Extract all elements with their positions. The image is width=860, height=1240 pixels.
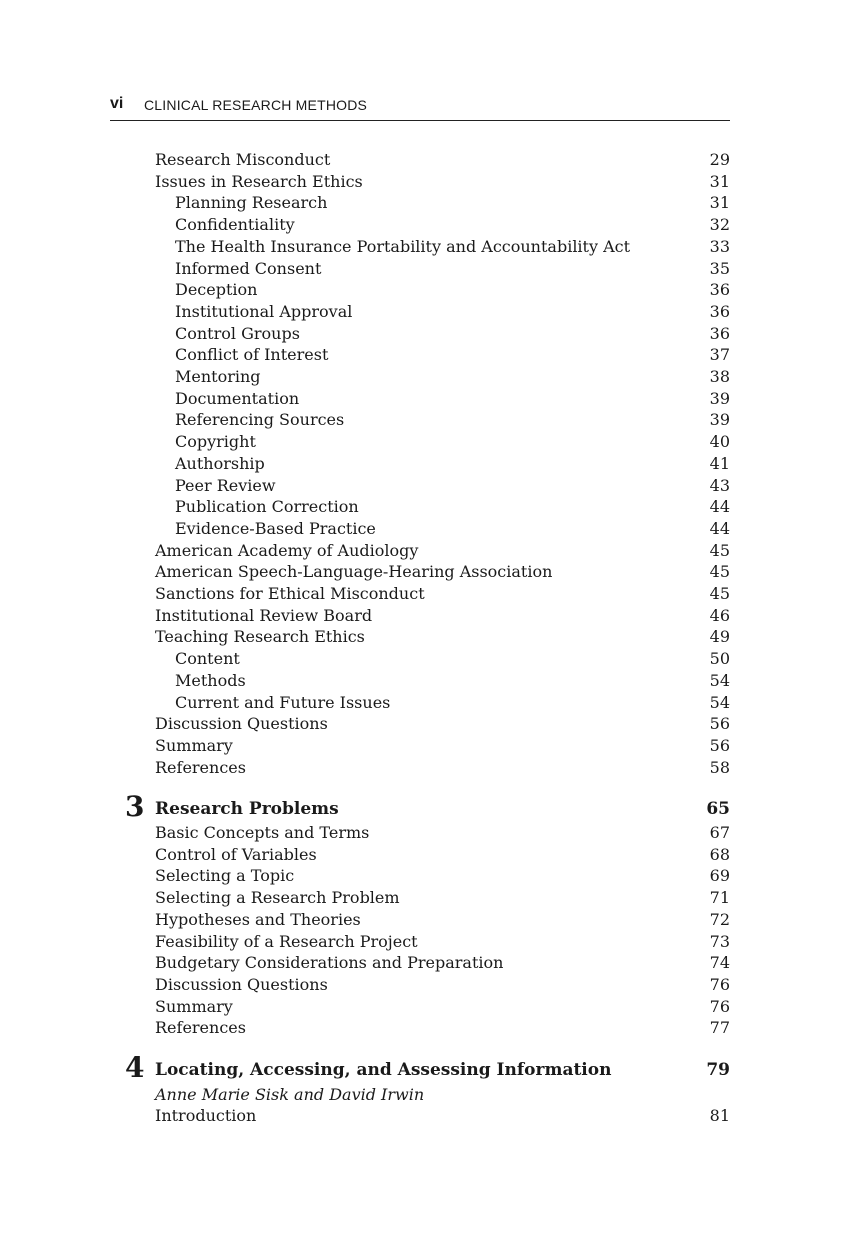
toc-entry[interactable]	[175, 670, 730, 692]
chapter-title: Research Problems	[155, 799, 339, 819]
toc-entry-title: American Speech-Language-Hearing Association	[155, 562, 553, 582]
toc-entry-title: American Academy of Audiology	[155, 540, 419, 560]
toc-entry-page: 54	[709, 692, 730, 712]
toc-entry-title: Summary	[155, 996, 233, 1016]
toc-entry-title: Budgetary Considerations and Preparation	[155, 953, 504, 973]
toc-entry-page: 71	[709, 888, 730, 908]
toc-entry-page: 74	[709, 953, 730, 973]
toc-entry-title: Confidentiality	[175, 215, 295, 235]
page-number: vi	[110, 95, 124, 112]
toc-entry-title: Feasibility of a Research Project	[155, 931, 418, 951]
toc-entry[interactable]	[155, 626, 730, 648]
toc-entry-page: 58	[709, 757, 730, 777]
toc-entry-title: Institutional Approval	[175, 301, 353, 321]
toc-entry[interactable]	[175, 692, 730, 714]
toc-entry-title: Institutional Review Board	[155, 605, 373, 625]
chapter-4-heading[interactable]	[125, 1051, 730, 1086]
toc-entry-page: 44	[709, 497, 730, 517]
toc-entry-title: Teaching Research Ethics	[155, 627, 365, 647]
toc-entry-title: Sanctions for Ethical Misconduct	[155, 584, 425, 603]
toc-entry[interactable]	[175, 409, 730, 431]
toc-entry-title: Summary	[155, 735, 233, 755]
toc-entry-page: 69	[709, 866, 730, 886]
toc-entry[interactable]	[175, 496, 730, 518]
toc-entry-title: Selecting a Topic	[155, 866, 295, 886]
chapter-number: 4	[125, 1051, 145, 1084]
toc-entry-page: 46	[709, 605, 730, 625]
toc-entry-page: 49	[709, 627, 730, 647]
toc-entry-title: Control Groups	[175, 323, 300, 343]
toc-entry-title: Documentation	[175, 388, 300, 408]
toc-entry[interactable]	[175, 453, 730, 475]
toc-entry[interactable]	[175, 366, 730, 388]
toc-entry-page: 29	[709, 150, 730, 169]
toc-entry-page: 41	[709, 453, 730, 473]
toc-entry-title: Mentoring	[175, 367, 261, 386]
toc-entry[interactable]	[155, 865, 730, 887]
toc-entry-page: 45	[709, 584, 730, 603]
toc-entry-page: 56	[709, 714, 730, 734]
toc-entry-page: 32	[709, 215, 730, 235]
toc-entry[interactable]	[155, 757, 730, 779]
toc-entry-title: Control of Variables	[155, 844, 317, 864]
toc-entry-page: 45	[709, 540, 730, 560]
toc-entry-page: 54	[709, 670, 730, 690]
toc-entry-page: 50	[709, 649, 730, 669]
toc-entry-title: Copyright	[175, 432, 256, 452]
toc-entry[interactable]	[155, 605, 730, 627]
toc-entry-page: 45	[709, 562, 730, 582]
toc-entry-title: Content	[175, 649, 240, 669]
toc-entry-title: Evidence-Based Practice	[175, 518, 376, 538]
running-header	[110, 94, 730, 121]
toc-entry-title: Introduction	[155, 1106, 257, 1125]
toc-entry-title: Referencing Sources	[175, 410, 345, 430]
toc-entry-page: 33	[709, 236, 730, 256]
toc-entry-page: 31	[709, 171, 730, 191]
toc-entry-page: 76	[709, 974, 730, 994]
toc-entry-page: 38	[709, 367, 730, 386]
toc-entry[interactable]	[175, 344, 730, 366]
chapter-3-heading[interactable]	[125, 790, 730, 825]
toc-entry-title: Issues in Research Ethics	[155, 171, 363, 191]
toc-entry-page: 67	[709, 823, 730, 842]
toc-entry[interactable]	[155, 996, 730, 1018]
toc-entry[interactable]	[155, 1017, 730, 1039]
toc-entry-page: 35	[709, 258, 730, 278]
toc-entry-page: 39	[709, 410, 730, 430]
toc-entry[interactable]	[155, 1105, 730, 1127]
toc-entry-title: Publication Correction	[175, 497, 359, 517]
toc-entry-page: 68	[709, 844, 730, 864]
toc-entry-title: Research Misconduct	[155, 150, 331, 169]
chapter-page: 65	[706, 799, 730, 819]
toc-entry[interactable]	[155, 540, 730, 562]
toc-entry[interactable]	[175, 431, 730, 453]
toc-entry[interactable]	[155, 149, 730, 171]
chapter-title: Locating, Accessing, and Assessing Information	[155, 1060, 612, 1080]
toc-entry[interactable]	[155, 974, 730, 996]
toc-entry[interactable]	[175, 323, 730, 345]
toc-entry[interactable]	[155, 931, 730, 953]
running-title: CLINICAL RESEARCH METHODS	[144, 97, 368, 113]
toc-entry[interactable]	[175, 192, 730, 214]
toc-entry-title: Informed Consent	[175, 258, 322, 278]
toc-entry[interactable]	[175, 301, 730, 323]
toc-entry[interactable]	[155, 952, 730, 974]
toc-entry-title: Basic Concepts and Terms	[155, 823, 370, 842]
toc-entry-title: The Health Insurance Portability and Accountability Act	[175, 236, 631, 256]
chapter-page: 79	[706, 1060, 730, 1080]
toc-entry[interactable]	[155, 735, 730, 757]
chapter-number: 3	[125, 790, 145, 823]
toc-entry[interactable]	[155, 844, 730, 866]
toc-entry-title: Discussion Questions	[155, 974, 328, 994]
toc-entry[interactable]	[175, 648, 730, 670]
toc-entry[interactable]	[175, 279, 730, 301]
toc-entry[interactable]	[155, 887, 730, 909]
toc-entry[interactable]	[155, 713, 730, 735]
toc-entry-title: Current and Future Issues	[175, 692, 391, 712]
toc-entry-page: 40	[709, 432, 730, 452]
chapter-author: Anne Marie Sisk and David Irwin	[155, 1085, 425, 1104]
toc-entry[interactable]	[155, 822, 730, 844]
toc-entry[interactable]	[155, 909, 730, 931]
toc-entry-title: Peer Review	[175, 475, 276, 495]
toc-entry-page: 56	[709, 735, 730, 755]
toc-entry-page: 31	[709, 193, 730, 213]
toc-entry[interactable]	[175, 236, 730, 258]
toc-entry-page: 36	[709, 280, 730, 300]
toc-entry-page: 77	[709, 1018, 730, 1038]
toc-entry-page: 37	[709, 345, 730, 365]
toc-entry-title: References	[155, 757, 246, 777]
toc-entry-page: 36	[709, 301, 730, 321]
toc-entry[interactable]	[175, 475, 730, 497]
toc-entry-page: 36	[709, 323, 730, 343]
toc-entry[interactable]	[175, 214, 730, 236]
toc-entry-title: References	[155, 1018, 246, 1038]
toc-entry[interactable]	[155, 583, 730, 605]
toc-entry-title: Authorship	[175, 453, 265, 473]
toc-entry-title: Conflict of Interest	[175, 345, 329, 365]
toc-entry[interactable]	[155, 561, 730, 583]
toc-entry-page: 76	[709, 996, 730, 1016]
toc-entry-page: 44	[709, 518, 730, 538]
toc-entry-page: 43	[709, 475, 730, 495]
toc-entry[interactable]	[175, 518, 730, 540]
toc-entry-title: Discussion Questions	[155, 714, 328, 734]
toc-entry-title: Selecting a Research Problem	[155, 888, 400, 908]
toc-entry-page: 72	[709, 909, 730, 929]
toc-entry-page: 73	[709, 931, 730, 951]
toc-entry-page: 81	[709, 1106, 730, 1125]
toc-entry[interactable]	[155, 171, 730, 193]
toc-entry-title: Methods	[175, 670, 246, 690]
toc-entry-title: Deception	[175, 280, 258, 300]
toc-entry[interactable]	[175, 258, 730, 280]
toc-entry[interactable]	[175, 388, 730, 410]
toc-entry-title: Hypotheses and Theories	[155, 909, 361, 929]
toc-entry-title: Planning Research	[175, 193, 328, 213]
toc-entry-page: 39	[709, 388, 730, 408]
